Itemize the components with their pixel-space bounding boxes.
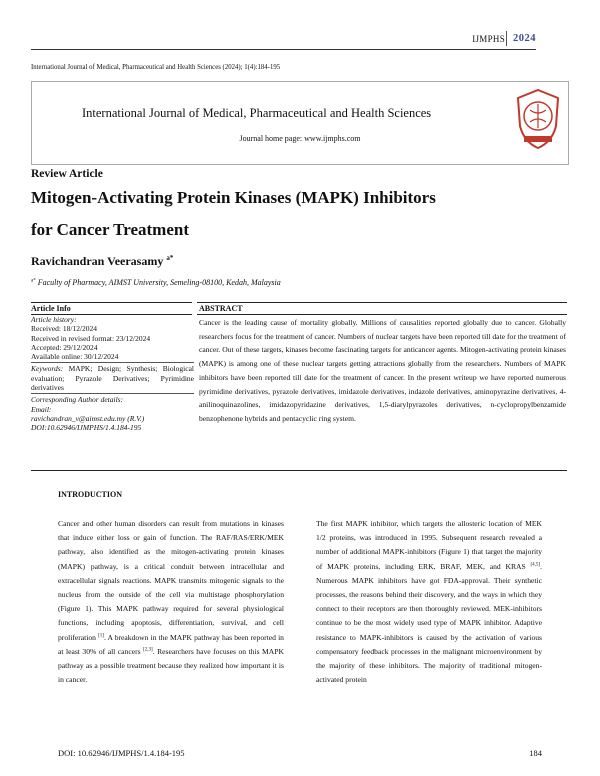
info-rule-top (31, 302, 192, 303)
doi-link[interactable]: DOI:10.62946/IJMPHS/1.4.184-195 (31, 423, 142, 433)
paragraph-text: . Researchers have focuses on this MAPK pathway as a possible treatment because they realized how important it is in cancer. (58, 646, 284, 685)
corresponding-label: Corresponding Author details: (31, 395, 124, 405)
affiliation-text: Faculty of Pharmacy, AIMST University, Semeling-08100, Kedah, Malaysia (37, 278, 281, 287)
history-label: Article history: (31, 315, 77, 324)
accepted-date: Accepted: 29/12/2024 (31, 342, 98, 352)
journal-logo-icon (512, 86, 564, 152)
abstract-rule-bottom (31, 470, 567, 471)
header-divider (31, 49, 536, 50)
paragraph-text: . Numerous MAPK inhibitors have got FDA-approval. Their synthetic processes, the reasons behind their discovery, and the ways in which they connect to their receptors are then thoroughly reviewed. MEK-inhibitors continue to be the most widely used type of MAPK inhibitor. Adaptive resistance to MAPK-inhibitors is caused by the activation of various compensatory feedback processes in the malignant microenvironment by the majority of these inhibitors. The majority of traditional mitogen-activated protein (316, 561, 542, 685)
citation-ref[interactable]: [1] (98, 633, 104, 639)
introduction-heading: INTRODUCTION (58, 490, 123, 499)
info-separator (31, 393, 194, 394)
info-separator (31, 362, 194, 363)
revised-date: Received in revised format: 23/12/2024 (31, 333, 151, 343)
paragraph-text: The first MAPK inhibitor, which targets the allosteric location of MEK 1/2 proteins, was introduced in 1995. Subsequent research revealed a number of additional MAPK-inhibitors (Figure 1) that target the majority of MAPK proteins, including ERK, BRAF, MEK, and KRAS (316, 519, 542, 571)
article-type: Review Article (31, 168, 103, 180)
keywords-label: Keywords: (31, 364, 64, 374)
header-year-badge: 2024 (506, 31, 536, 46)
journal-banner (31, 81, 569, 165)
abstract-rule-2 (197, 314, 567, 315)
page-number: 184 (529, 748, 542, 758)
author-name-text: Ravichandran Veerasamy (31, 254, 164, 268)
article-info-panel (31, 315, 194, 433)
abstract-rule-top (197, 302, 567, 303)
journal-homepage: Journal home page: www.ijmphs.com (239, 134, 361, 143)
article-info-heading: Article Info (31, 304, 71, 313)
citation-line: International Journal of Medical, Pharmaceutical and Health Sciences (2024); 1(4):184-195 (31, 64, 281, 71)
header-journal-abbr: IJMPHS (472, 34, 505, 44)
online-date: Available online: 30/12/2024 (31, 352, 119, 362)
citation-ref[interactable]: [2,3] (143, 647, 153, 653)
keywords (31, 364, 194, 392)
affiliation-superscript: a* (31, 278, 36, 284)
left-column (58, 517, 284, 687)
abstract-heading: ABSTRACT (199, 304, 243, 313)
email-label: Email: (31, 404, 52, 414)
citation-ref[interactable]: [4,5] (530, 562, 541, 568)
author-name (31, 254, 173, 269)
article-title-line-2: for Cancer Treatment (31, 220, 189, 239)
affiliation (31, 278, 281, 287)
author-superscript: a* (166, 254, 174, 262)
article-title-line-1: Mitogen-Activating Protein Kinases (MAPK) Inhibitors (31, 188, 436, 207)
journal-name: International Journal of Medical, Pharmaceutical and Health Sciences (82, 106, 432, 120)
footer-doi: DOI: 10.62946/IJMPHS/1.4.184-195 (58, 748, 185, 758)
keywords-text: MAPK; Design; Synthesis; Biological evaluation; Pyrazole Derivatives; Pyrimidine derivatives (31, 364, 195, 393)
paragraph-text: . A breakdown in the MAPK pathway has been reported in at least 30% of all cancers (58, 632, 284, 656)
email-address[interactable]: ravichandran_v@aimst.edu.my (R.V.) (31, 413, 145, 423)
received-date: Received: 18/12/2024 (31, 324, 98, 334)
paragraph-text: Cancer and other human disorders can result from mutations in kinases that induce either loss or gain of function. The RAF/RAS/ERK/MEK pathway, also identified as the mitogen-activating protein kinases (MAPK) pathway, is a critical conduit between intracellular and extracellular signals reactions. MAPK transmits mitogenic signals to the nucleus from the outside of the cell via multistage phosphorylation (Figure 1). This MAPK pathway required for several physiological functions, including apoptosis, differentiation, survival, and cell proliferation (58, 519, 284, 642)
right-column (316, 517, 542, 687)
abstract-text: Cancer is the leading cause of mortality globally. Millions of causalities reported globally due to cancer. Globally researchers focus for the treatment of cancer. Numbers of nuclear targets have been reported till date for the treatment of cancer. Out of these targets, kinases become fascinating targets for anticancer agents. Mitogen-activating protein kinases (MAPK) is among one of these nuclear targets getting attractions globally from the researchers. Numbers of MAPK inhibitors have been reported till date for the treatment of cancer. In the present writeup we have reported numerous pyrimidine derivatives, pyrazole derivatives, imidazole derivatives, indazole derivatives, aminopyrazine derivatives, 4-anilinoquinazolines, imidazopyridazine derivatives, 1,5-diarylpyrazoles derivatives, n-cyclopropylbenzamide benzophenone hybrids and pentacyclic ring system. (199, 318, 566, 423)
